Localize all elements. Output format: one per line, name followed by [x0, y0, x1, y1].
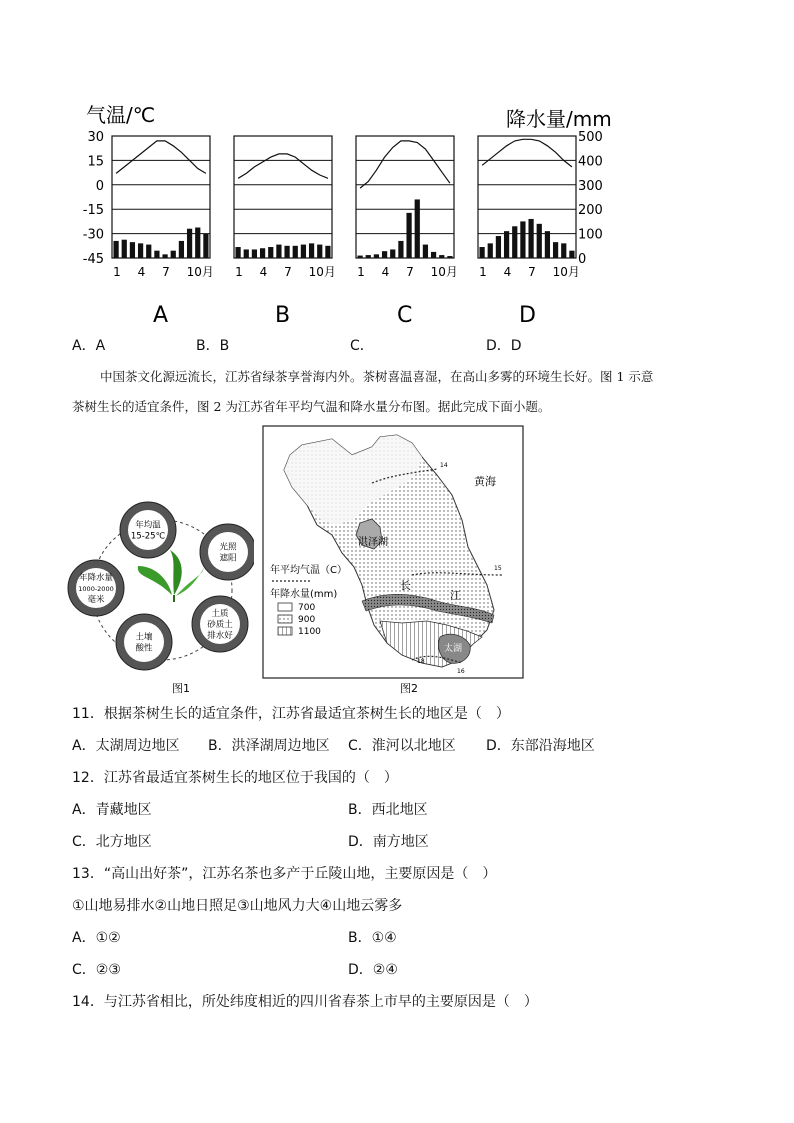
- precipitation-bar: [244, 249, 249, 258]
- precipitation-bar: [431, 252, 436, 258]
- isotherm-label: 15: [494, 565, 502, 572]
- legend-level-900: 900: [298, 615, 316, 625]
- condition-text: 1000-2000: [78, 585, 114, 593]
- month-tick-label: 4: [381, 265, 390, 279]
- precipitation-bar: [504, 231, 509, 258]
- precipitation-axis-title: 降水量/mm: [506, 107, 612, 131]
- precipitation-bar: [293, 246, 298, 258]
- precipitation-bar: [520, 221, 525, 258]
- precipitation-bar: [439, 255, 444, 258]
- temperature-tick-label: 0: [95, 178, 104, 194]
- q11-option-a[interactable]: A．太湖周边地区: [72, 738, 180, 754]
- precipitation-tick-label: 100: [578, 227, 603, 243]
- condition-text: 年降水量: [78, 573, 114, 583]
- precipitation-tick-label: 400: [578, 154, 603, 170]
- month-tick-label: 10月: [308, 265, 336, 279]
- precipitation-bar: [545, 231, 550, 258]
- panel-frame: [478, 136, 576, 258]
- precipitation-bar: [268, 247, 273, 258]
- precipitation-bar: [512, 226, 517, 258]
- legend-temp-title: 年平均气温（C）: [270, 565, 347, 576]
- q13-option-c[interactable]: C．②③: [72, 962, 121, 978]
- figure-2-caption: 图2: [400, 682, 418, 695]
- condition-circle: [200, 524, 254, 580]
- q12-option-a[interactable]: A．青藏地区: [72, 802, 152, 818]
- condition-text: 15-25℃: [130, 531, 166, 542]
- precipitation-bar: [203, 234, 208, 258]
- q11-option-d[interactable]: D．东部沿海地区: [486, 738, 595, 754]
- q12-option-d[interactable]: D．南方地区: [348, 834, 429, 850]
- condition-text: 光照: [219, 542, 237, 553]
- precipitation-bar: [130, 242, 135, 258]
- figure-1-tea-conditions: [64, 490, 254, 700]
- precipitation-bar: [276, 245, 281, 258]
- q10-option-d[interactable]: D．D: [486, 338, 522, 354]
- river-label-jiang: 江: [450, 589, 461, 602]
- precipitation-bar: [406, 213, 411, 258]
- precipitation-bar: [301, 245, 306, 258]
- month-tick-label: 10月: [186, 265, 214, 279]
- month-tick-label: 4: [259, 265, 268, 279]
- precipitation-tick-label: 200: [578, 203, 603, 219]
- precipitation-bar: [138, 243, 143, 258]
- month-tick-label: 7: [162, 265, 170, 279]
- tai-lake-label: 太湖: [444, 644, 463, 654]
- q13-statements: ①山地易排水②山地日照足③山地风力大④山地云雾多: [72, 898, 403, 914]
- condition-text: 土壤: [135, 632, 153, 643]
- precipitation-bar: [162, 254, 167, 258]
- legend-level-700: 700: [298, 603, 316, 613]
- q11-option-c[interactable]: C．淮河以北地区: [348, 738, 456, 754]
- climate-panel-d: [478, 136, 580, 279]
- condition-circle: [192, 596, 248, 652]
- q10-option-c[interactable]: C．: [350, 338, 374, 354]
- panel-letter: C: [397, 303, 413, 328]
- precipitation-bar: [171, 251, 176, 258]
- figure-1-caption: 图1: [172, 682, 190, 695]
- isotherm-label: 14: [440, 462, 448, 469]
- q14-stem: 14．与江苏省相比，所处纬度相近的四川省春茶上市早的主要原因是（ ）: [72, 994, 538, 1010]
- precipitation-bar: [561, 243, 566, 258]
- month-tick-label: 4: [137, 265, 146, 279]
- precipitation-bar: [113, 241, 118, 258]
- isotherm-label: 16: [457, 668, 465, 675]
- precipitation-bar: [252, 249, 257, 258]
- temperature-tick-label: -15: [82, 203, 104, 219]
- yellow-sea-label: 黄海: [474, 475, 496, 488]
- intro-line-2: 茶树生长的适宜条件，图 2 为江苏省年平均气温和降水量分布图。据此完成下面小题。: [72, 399, 551, 414]
- q13-option-a[interactable]: A．①②: [72, 930, 121, 946]
- precipitation-bar: [317, 245, 322, 258]
- precipitation-bar: [325, 246, 330, 258]
- panel-letters: [153, 303, 536, 328]
- precipitation-bar: [447, 256, 452, 258]
- precipitation-bar: [122, 240, 127, 258]
- temperature-tick-labels: [83, 130, 104, 267]
- precipitation-bar: [374, 254, 379, 258]
- climate-panels: [112, 136, 580, 279]
- climate-panel-a: [112, 136, 214, 279]
- temperature-tick-label: -30: [82, 227, 104, 243]
- q12-option-b[interactable]: B．西北地区: [348, 802, 428, 818]
- climate-panel-c: [356, 136, 458, 279]
- condition-text: 土质: [211, 609, 229, 619]
- month-tick-label: 10月: [552, 265, 580, 279]
- month-tick-label: 7: [406, 265, 414, 279]
- intro-line-1: 中国茶文化源远流长，江苏省绿茶享誉海内外。茶树喜温喜湿，在高山多雾的环境生长好。图 1 示意: [100, 369, 654, 384]
- figure-2-jiangsu-map: [262, 425, 524, 695]
- month-tick-label: 1: [357, 265, 365, 279]
- precipitation-bar: [366, 255, 371, 258]
- precipitation-bar: [260, 248, 265, 258]
- q13-stem: 13．“高山出好茶”，江苏名茶也多产于丘陵山地，主要原因是（ ）: [72, 866, 497, 882]
- month-tick-label: 1: [235, 265, 243, 279]
- temperature-tick-label: -45: [82, 252, 104, 267]
- precipitation-bar: [195, 228, 200, 259]
- condition-text: 砂质土: [207, 620, 233, 630]
- precipitation-bar: [382, 251, 387, 258]
- temperature-tick-label: 30: [87, 130, 104, 145]
- condition-text: 排水好: [207, 631, 233, 641]
- q12-stem: 12．江苏省最适宜茶树生长的地区位于我国的（ ）: [72, 770, 398, 786]
- q10-option-b[interactable]: B．B: [196, 338, 230, 354]
- q13-option-b[interactable]: B．①④: [348, 930, 397, 946]
- condition-circle: [116, 614, 172, 670]
- q11-stem: 11．根据茶树生长的适宜条件，江苏省最适宜茶树生长的地区是（ ）: [72, 706, 510, 722]
- precipitation-bar: [569, 251, 574, 258]
- precipitation-bar: [390, 249, 395, 258]
- climate-panel-b: [234, 136, 336, 279]
- panel-letter: D: [519, 303, 536, 328]
- temperature-tick-label: 15: [87, 154, 104, 170]
- precipitation-bar: [553, 242, 558, 258]
- month-tick-label: 10月: [430, 265, 458, 279]
- precipitation-bar: [146, 245, 151, 258]
- temperature-axis-title: 气温/℃: [86, 103, 156, 127]
- month-tick-label: 7: [284, 265, 292, 279]
- month-tick-label: 1: [113, 265, 121, 279]
- precipitation-bar: [496, 236, 501, 258]
- month-tick-label: 4: [503, 265, 512, 279]
- panel-letter: B: [275, 303, 291, 328]
- precipitation-bar: [309, 243, 314, 258]
- month-tick-label: 7: [528, 265, 536, 279]
- precipitation-bar: [423, 245, 428, 258]
- precipitation-bar: [528, 219, 533, 258]
- precipitation-tick-labels: [578, 130, 603, 267]
- legend-precip-title: 年降水量(mm): [270, 589, 338, 600]
- q12-option-c[interactable]: C．北方地区: [72, 834, 152, 850]
- precipitation-bar: [537, 224, 542, 258]
- legend-level-1100: 1100: [298, 627, 321, 637]
- condition-text: 遮阳: [219, 553, 237, 564]
- condition-text: 毫米: [87, 595, 105, 605]
- q13-option-d[interactable]: D．②④: [348, 962, 398, 978]
- precipitation-bar: [179, 241, 184, 258]
- month-tick-label: 1: [479, 265, 487, 279]
- precipitation-bar: [154, 251, 159, 258]
- condition-circle: [120, 502, 176, 558]
- panel-frame: [356, 136, 454, 258]
- precipitation-bar: [415, 199, 420, 258]
- q11-option-b[interactable]: B．洪泽湖周边地区: [208, 738, 330, 754]
- hongze-lake-label: 洪泽湖: [358, 537, 388, 548]
- condition-text: 年均温: [135, 520, 161, 531]
- precipitation-bar: [235, 247, 240, 258]
- precipitation-tick-label: 0: [578, 252, 587, 267]
- precipitation-tick-label: 300: [578, 178, 603, 194]
- panel-letter: A: [153, 303, 169, 328]
- precipitation-bar: [357, 256, 362, 258]
- precipitation-bar: [398, 241, 403, 258]
- precipitation-bar: [488, 243, 493, 258]
- river-label-chang: 长: [400, 579, 411, 592]
- isotherm-label: 18: [417, 658, 425, 665]
- precipitation-bar: [284, 246, 289, 258]
- precipitation-bar: [187, 229, 192, 258]
- climate-charts-figure: [60, 96, 640, 336]
- precipitation-tick-label: 500: [578, 130, 603, 145]
- condition-text: 酸性: [135, 643, 153, 654]
- q10-option-a[interactable]: A．A: [72, 338, 106, 354]
- precipitation-bar: [479, 247, 484, 258]
- condition-circle: [68, 560, 124, 616]
